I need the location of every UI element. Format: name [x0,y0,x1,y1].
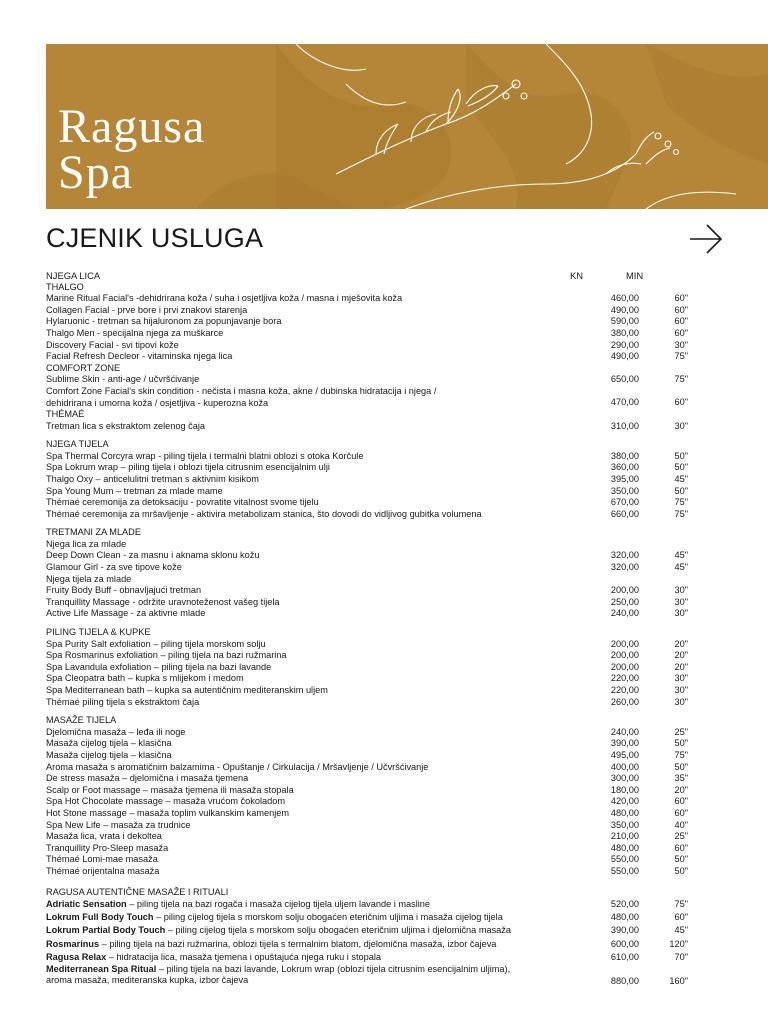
ritual-description: – piling cijelog tijela s morskom solju obogaćen eteričnim uljima i masaža cijelog tijela [153,912,503,923]
price-row [46,964,722,988]
service-label: Hot Stone massage – masaža toplim vulkanskim kamenjem [46,807,290,818]
duration: 60" [674,293,688,304]
price: 240,00 [610,608,639,619]
duration: 45" [674,562,688,573]
service-label: Spa New Life – masaža za trudnice [46,819,191,830]
duration: 75" [674,899,688,910]
duration: 75" [674,508,688,519]
duration: 40" [674,819,688,830]
subsection-label: THÉMAÉ [46,408,85,419]
service-label: Thémaé ceremonija za mršavljenje - aktivira metabolizam stanica, što dovodi do vidljivog gubitka volumena [46,508,482,519]
duration: 50" [674,854,688,865]
duration: 60" [674,842,688,853]
subsection-title [46,539,722,551]
duration: 30" [674,696,688,707]
service-name [46,673,244,685]
service-label: Thémaé piling tijela s ekstraktom čaja [46,696,200,707]
price: 220,00 [610,673,639,684]
column-header [46,270,722,282]
price-row [46,509,722,521]
price-row [46,820,722,832]
header-banner [46,44,768,209]
service-label: Active Life Massage - za aktivne mlade [46,608,206,619]
price: 180,00 [610,784,639,795]
price-row [46,597,722,609]
price-row [46,650,722,662]
duration: 60" [674,796,688,807]
service-label: Sublime Skin - anti-age / učvršćivanje [46,374,200,385]
service-name [46,831,162,843]
service-label: Tranquillity Massage - održite uravnoteženost vašeg tijela [46,596,280,607]
duration: 30" [674,608,688,619]
service-name [46,462,330,474]
service-label: Thalgo Oxy – anticelulitni tretman s aktivnim kisikom [46,473,259,484]
service-name [46,486,223,498]
duration: 30" [674,339,688,350]
price-row [46,831,722,843]
service-name [46,421,205,433]
service-label: Comfort Zone Facial's skin condition - nečista i masna koža, akne / dubinska hidratacija i njega / [46,385,437,396]
price-row [46,316,722,328]
duration: 75" [674,749,688,760]
service-label: Fruity Body Buff - obnavljajući tretman [46,585,202,596]
price-row [46,340,722,352]
price-row [46,608,722,620]
duration-column-header: MIN [626,270,644,281]
service-name [46,924,511,937]
ritual-name: Adriatic Sensation [46,899,127,910]
duration: 30" [674,420,688,431]
price-row [46,911,722,924]
duration: 60" [674,912,688,923]
service-name [46,820,191,832]
duration: 20" [674,638,688,649]
duration: 50" [674,761,688,772]
ritual-description: – hidratacija lica, masaža tjemena i opuštajuća njega ruku i stopala [106,951,382,962]
price: 480,00 [610,912,639,923]
price-row [46,550,722,562]
price: 320,00 [610,550,639,561]
ritual-description-cont: aroma masaža, mediteranska kupka, izbor čajeva [46,975,249,986]
price-row [46,951,722,964]
ritual-name: Ragusa Relax [46,951,107,962]
duration: 60" [674,316,688,327]
service-label: Masaža cijelog tijela – klasična [46,738,172,749]
service-name [46,597,280,609]
price: 220,00 [610,685,639,695]
price: 670,00 [610,497,639,508]
price-row [46,386,722,409]
service-label: Thalgo Men - specijalna njega za muškarce [46,327,224,338]
duration: 75" [674,351,688,362]
service-label: Discovery Facial - svi tipovi kože [46,339,179,350]
subsection-label: THALGO [46,281,84,292]
service-name [46,738,172,750]
brand-logo [58,100,206,199]
price-row [46,421,722,433]
section-title: TRETMANI ZA MLADE [46,527,141,538]
price-row [46,750,722,762]
section-title: NJEGA TIJELA [46,439,109,450]
price: 380,00 [610,327,639,338]
service-label: Spa Cleopatra bath – kupka s mlijekom i medom [46,673,244,684]
duration: 20" [674,784,688,795]
price: 470,00 [610,397,639,408]
price-row [46,662,722,674]
price: 310,00 [610,420,639,431]
price: 350,00 [610,485,639,496]
price-row [46,924,722,937]
service-name [46,351,232,363]
service-label: Djelomična masaža – leđa ili noge [46,726,186,737]
price: 550,00 [610,865,639,876]
service-name [46,854,158,866]
price-row [46,738,722,750]
ritual-description: – piling tijela na bazi lavande, Lokrum wrap (oblozi tijela citrusnim esencijalnim uljima), [156,964,511,975]
brand-line-1: Ragusa [58,100,206,153]
subsection-title [46,409,722,421]
service-name [46,328,223,340]
duration: 60" [674,304,688,315]
service-name [46,911,503,924]
service-name [46,785,294,797]
price: 495,00 [610,749,639,760]
service-label: Spa Mediterranean bath – kupka sa autentičnim mediteranskim uljem [46,685,328,695]
price: 490,00 [610,304,639,315]
service-name [46,898,430,911]
service-name [46,773,248,785]
price-row [46,305,722,317]
duration: 35" [674,773,688,784]
service-name [46,374,199,386]
service-name [46,451,363,463]
price-row [46,673,722,685]
duration: 20" [674,661,688,672]
service-name [46,650,287,662]
duration: 50" [674,865,688,876]
price-row [46,866,722,878]
price-row [46,351,722,363]
ritual-description: – piling cijelog tijela s morskom solju obogaćen eteričnim uljima i djelomična masaža [165,925,511,936]
price-row [46,562,722,574]
service-name [46,808,289,820]
price-row [46,685,722,697]
service-label: Spa Lavandula exfoliation – piling tijela na bazi lavande [46,661,272,672]
service-name [46,316,281,328]
service-label: Spa Lokrum wrap – piling tijela i oblozi tijela citrusnim esencijalnim ulji [46,462,330,473]
duration: 60" [674,807,688,818]
price-row [46,328,722,340]
price: 200,00 [610,661,639,672]
ritual-description: – piling tijela na bazi ružmarina, oblozi tijela s termalnim blatom, djelomična masaža, izbor čajeva [99,938,497,949]
price: 390,00 [610,925,639,936]
price-row [46,697,722,709]
duration: 60" [674,397,688,408]
price-column-header: KN [570,270,584,281]
service-name [46,866,159,878]
duration: 45" [674,925,688,936]
service-name [46,697,199,709]
section-title: RAGUSA AUTENTIČNE MASAŽE I RITUALI [46,886,229,897]
price-row [46,796,722,808]
service-label: Spa Rosmarinus exfoliation – piling tijela na bazi ružmarina [46,650,287,661]
ritual-name: Lokrum Partial Body Touch [46,925,166,936]
price-row [46,639,722,651]
service-name [46,727,185,739]
service-label: Tretman lica s ekstraktom zelenog čaja [46,420,205,431]
price: 400,00 [610,761,639,772]
duration: 20" [674,650,688,661]
duration: 25" [674,726,688,737]
subsection-title [46,282,722,294]
price-row [46,938,722,951]
subsection-label: COMFORT ZONE [46,362,121,373]
duration: 30" [674,585,688,596]
price-row [46,462,722,474]
service-label: Tranquillity Pro-Sleep masaža [46,842,169,853]
service-label: Aroma masaža s aromatičnim balzamima - Opuštanje / Cirkulacija / Mršavljenje / Učvršćivanje [46,761,429,772]
service-label: Spa Hot Chocolate massage – masaža vrućom čokoladom [46,796,285,807]
service-name [46,951,381,964]
price: 520,00 [610,899,639,910]
price-row [46,898,722,911]
price: 390,00 [610,738,639,749]
price: 880,00 [610,975,639,986]
price: 210,00 [610,831,639,842]
price: 290,00 [610,339,639,350]
price: 650,00 [610,374,639,385]
price: 610,00 [610,951,639,962]
duration: 50" [674,450,688,461]
price-row [46,762,722,774]
price: 660,00 [610,508,639,519]
section-title: PILING TIJELA & KUPKE [46,627,151,638]
service-label: Thémaé Lomi-mae masaža [46,854,158,865]
subsection-label: Njega tijela za mlade [46,573,132,584]
price-row [46,808,722,820]
price-row [46,843,722,855]
price: 250,00 [610,596,639,607]
duration: 25" [674,831,688,842]
price-row [46,293,722,305]
section-title-lica: NJEGA LICA [46,270,101,281]
duration: 120" [669,938,688,949]
price-row [46,497,722,509]
price: 480,00 [610,842,639,853]
price: 320,00 [610,562,639,573]
service-label-cont: dehidrirana i umorna koža / osjetljiva - kuperozna koža [46,397,269,408]
service-name [46,796,285,808]
price-row [46,727,722,739]
service-name [46,340,179,352]
ritual-name: Mediterranean Spa Ritual [46,964,157,975]
price-row [46,374,722,386]
service-name [46,639,266,651]
service-label: Thémaé ceremonija za detoksaciju - povratite vitalnost svome tijelu [46,497,319,508]
service-label: De stress masaža – djelomična i masaža tjemena [46,773,249,784]
section-title: MASAŽE TIJELA [46,715,117,726]
service-label: Masaža lica, vrata i dekoltea [46,831,162,842]
service-label: Spa Young Mum – tretman za mlade mame [46,485,223,496]
price: 395,00 [610,473,639,484]
service-label: Facial Refresh Decleor - vitaminska njega lica [46,351,233,362]
price-row [46,474,722,486]
service-name [46,608,205,620]
service-label: Glamour Girl - za sve tipove kože [46,562,182,573]
price: 380,00 [610,450,639,461]
service-name [46,497,319,509]
service-label: Collagen Facial - prve bore i prvi znakovi starenja [46,304,248,315]
duration: 30" [674,685,688,695]
subsection-title [46,363,722,375]
price: 200,00 [610,650,639,661]
service-name [46,843,168,855]
duration: 50" [674,738,688,749]
service-label: Masaža cijelog tijela – klasična [46,749,172,760]
service-name [46,938,496,951]
duration: 45" [674,550,688,561]
duration: 70" [674,951,688,962]
service-name [46,562,182,574]
service-name [46,662,271,674]
duration: 75" [674,374,688,385]
duration: 160" [669,975,688,986]
page-title: CJENIK USLUGA [46,223,264,253]
duration: 75" [674,497,688,508]
service-name [46,293,402,305]
service-name [46,685,328,697]
price-row [46,854,722,866]
duration: 30" [674,673,688,684]
arrow-right-icon[interactable] [688,222,724,256]
price: 300,00 [610,773,639,784]
service-name [46,305,247,317]
service-name [46,762,428,774]
price: 360,00 [610,462,639,473]
ritual-description: – piling tijela na bazi rogača i masaža cijelog tijela uljem lavande i masline [126,899,431,910]
price: 200,00 [610,638,639,649]
service-name [46,509,482,521]
price: 350,00 [610,819,639,830]
service-label: Hylaruonic - tretman sa hijaluronom za popunjavanje bora [46,316,282,327]
price: 200,00 [610,585,639,596]
price-row [46,773,722,785]
price: 590,00 [610,316,639,327]
price-row [46,486,722,498]
price: 480,00 [610,807,639,818]
service-name [46,964,510,986]
price-list [46,270,722,988]
service-name [46,386,436,409]
service-name [46,585,201,597]
price: 420,00 [610,796,639,807]
price: 550,00 [610,854,639,865]
duration: 60" [674,327,688,338]
duration: 50" [674,485,688,496]
service-label: Deep Down Clean - za masnu i aknama sklonu kožu [46,550,260,561]
ritual-name: Lokrum Full Body Touch [46,912,154,923]
service-name [46,474,259,486]
price: 600,00 [610,938,639,949]
service-label: Marine Ritual Facial's -dehidrirana koža / suha i osjetljiva koža / masna i mješovita koža [46,293,403,304]
duration: 50" [674,462,688,473]
brand-line-2: Spa [58,146,133,199]
duration: 30" [674,596,688,607]
price-row [46,451,722,463]
service-name [46,750,172,762]
subsection-title [46,574,722,586]
ritual-name: Rosmarinus [46,938,100,949]
price: 490,00 [610,351,639,362]
price: 460,00 [610,293,639,304]
service-label: Scalp or Foot massage – masaža tjemena ili masaža stopala [46,784,294,795]
service-label: Spa Thermal Corcyra wrap - piling tijela i termalni blatni oblozi s otoka Korčule [46,450,364,461]
price: 240,00 [610,726,639,737]
price-row [46,785,722,797]
price: 260,00 [610,696,639,707]
price-row [46,585,722,597]
service-label: Spa Purity Salt exfoliation – piling tijela morskom solju [46,638,266,649]
service-name [46,550,259,562]
duration: 45" [674,473,688,484]
subsection-label: Njega lica za mlade [46,538,127,549]
service-label: Thémaé orijentalna masaža [46,865,160,876]
